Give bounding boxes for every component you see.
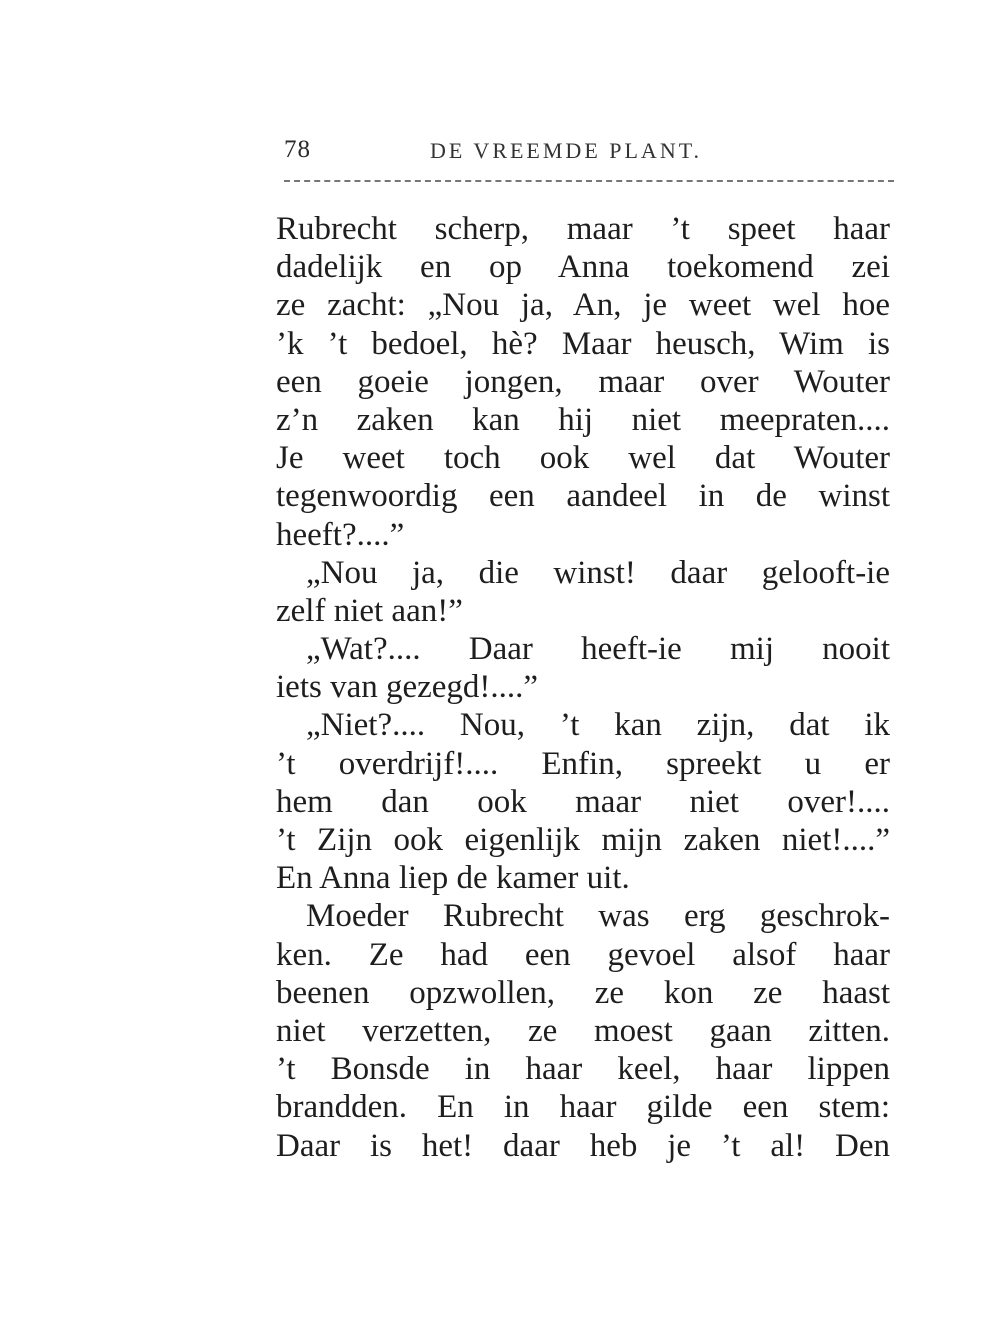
text-line: heeft?....” [276, 516, 405, 553]
text-line: Je weet toch ook wel dat Wouter [276, 440, 890, 477]
text-line: beenen opzwollen, ze kon ze haast [276, 974, 890, 1011]
text-line: iets van gezegd!....” [276, 669, 539, 706]
text-line: ’t overdrijf!.... Enfin, spreekt u er [276, 745, 890, 782]
text-line: zelf niet aan!” [276, 592, 463, 629]
body-text [276, 210, 890, 1165]
text-line: een goeie jongen, maar over Wouter [276, 363, 890, 400]
text-line: ken. Ze had een gevoel alsof haar [276, 936, 890, 973]
text-line: Rubrecht scherp, maar ’t speet haar [276, 211, 890, 247]
text-line: „Wat?.... Daar heeft-ie mij nooit [306, 631, 890, 668]
text-line: ’t Zijn ook eigenlijk mijn zaken niet!....” [276, 822, 890, 858]
text-line: z’n zaken kan hij niet meepraten.... [276, 401, 890, 438]
text-line: Moeder Rubrecht was erg geschrok- [306, 898, 890, 935]
text-line: tegenwoordig een aandeel in de winst [276, 478, 890, 515]
text-line: ’k ’t bedoel, hè? Maar heusch, Wim is [276, 325, 890, 362]
header-rule [284, 180, 894, 182]
running-title: DE VREEMDE PLANT. [430, 138, 703, 163]
text-line: brandden. En in haar gilde een stem: [276, 1089, 890, 1126]
text-line: En Anna liep de kamer uit. [276, 860, 630, 897]
text-line: dadelijk en op Anna toekomend zei [276, 249, 890, 286]
text-line: niet verzetten, ze moest gaan zitten. [276, 1012, 890, 1049]
page-header [284, 136, 888, 176]
text-line: ’t Bonsde in haar keel, haar lippen [276, 1051, 890, 1088]
text-line: Daar is het! daar heb je ’t al! Den [276, 1127, 890, 1164]
text-line: hem dan ook maar niet over!.... [276, 783, 890, 820]
text-line: „Niet?.... Nou, ’t kan zijn, dat ik [306, 707, 890, 744]
text-line: ze zacht: „Nou ja, An, je weet wel hoe [276, 287, 890, 324]
page-number: 78 [284, 136, 311, 163]
text-line: „Nou ja, die winst! daar gelooft-ie [306, 554, 890, 591]
